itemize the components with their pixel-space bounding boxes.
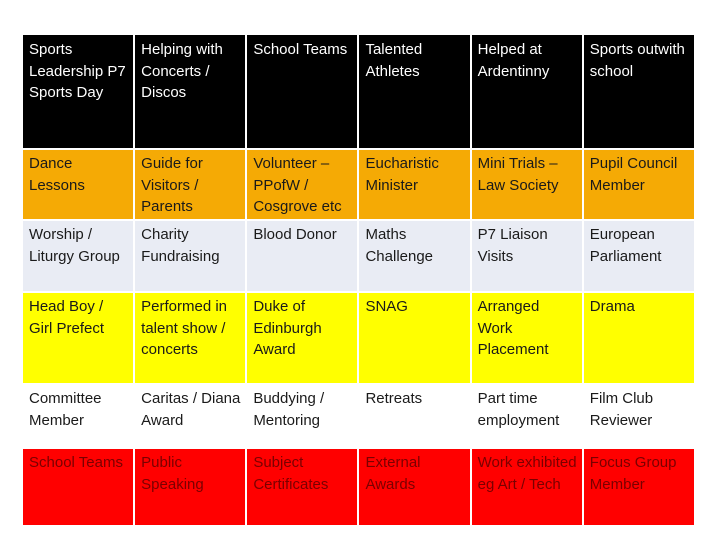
table-cell: Retreats	[358, 384, 470, 448]
table-cell: European Parliament	[583, 220, 695, 292]
table-row	[22, 384, 695, 448]
table-row	[22, 292, 695, 384]
table-cell: Mini Trials – Law Society	[471, 149, 583, 220]
table-cell: Arranged Work Placement	[471, 292, 583, 384]
activities-table	[21, 33, 696, 527]
table-cell: Pupil Council Member	[583, 149, 695, 220]
table-cell: Volunteer – PPofW / Cosgrove etc	[246, 149, 358, 220]
table-cell: Helped at Ardentinny	[471, 34, 583, 149]
table-cell: Blood Donor	[246, 220, 358, 292]
table-cell: Sports outwith school	[583, 34, 695, 149]
table-cell: Committee Member	[22, 384, 134, 448]
table-row	[22, 448, 695, 526]
table-row	[22, 149, 695, 220]
table-cell: Part time employment	[471, 384, 583, 448]
table-cell: School Teams	[22, 448, 134, 526]
table-cell: Buddying / Mentoring	[246, 384, 358, 448]
table-cell: Maths Challenge	[358, 220, 470, 292]
table-cell: Dance Lessons	[22, 149, 134, 220]
table-cell: Film Club Reviewer	[583, 384, 695, 448]
table-cell: Drama	[583, 292, 695, 384]
table-cell: SNAG	[358, 292, 470, 384]
table-cell: Charity Fundraising	[134, 220, 246, 292]
table-cell: Duke of Edinburgh Award	[246, 292, 358, 384]
table-row	[22, 34, 695, 149]
table-cell: Eucharistic Minister	[358, 149, 470, 220]
table-cell: Head Boy / Girl Prefect	[22, 292, 134, 384]
table-cell: Worship / Liturgy Group	[22, 220, 134, 292]
table-cell: Focus Group Member	[583, 448, 695, 526]
table-row	[22, 220, 695, 292]
table-cell: Caritas / Diana Award	[134, 384, 246, 448]
table-cell: Sports Leadership P7 Sports Day	[22, 34, 134, 149]
table-cell: External Awards	[358, 448, 470, 526]
table-cell: Talented Athletes	[358, 34, 470, 149]
table-cell: P7 Liaison Visits	[471, 220, 583, 292]
table-cell: Work exhibited eg Art / Tech	[471, 448, 583, 526]
table-cell: Performed in talent show / concerts	[134, 292, 246, 384]
table-cell: Helping with Concerts / Discos	[134, 34, 246, 149]
table-cell: School Teams	[246, 34, 358, 149]
table-cell: Guide for Visitors / Parents	[134, 149, 246, 220]
activities-grid	[21, 33, 694, 525]
table-cell: Subject Certificates	[246, 448, 358, 526]
table-cell: Public Speaking	[134, 448, 246, 526]
